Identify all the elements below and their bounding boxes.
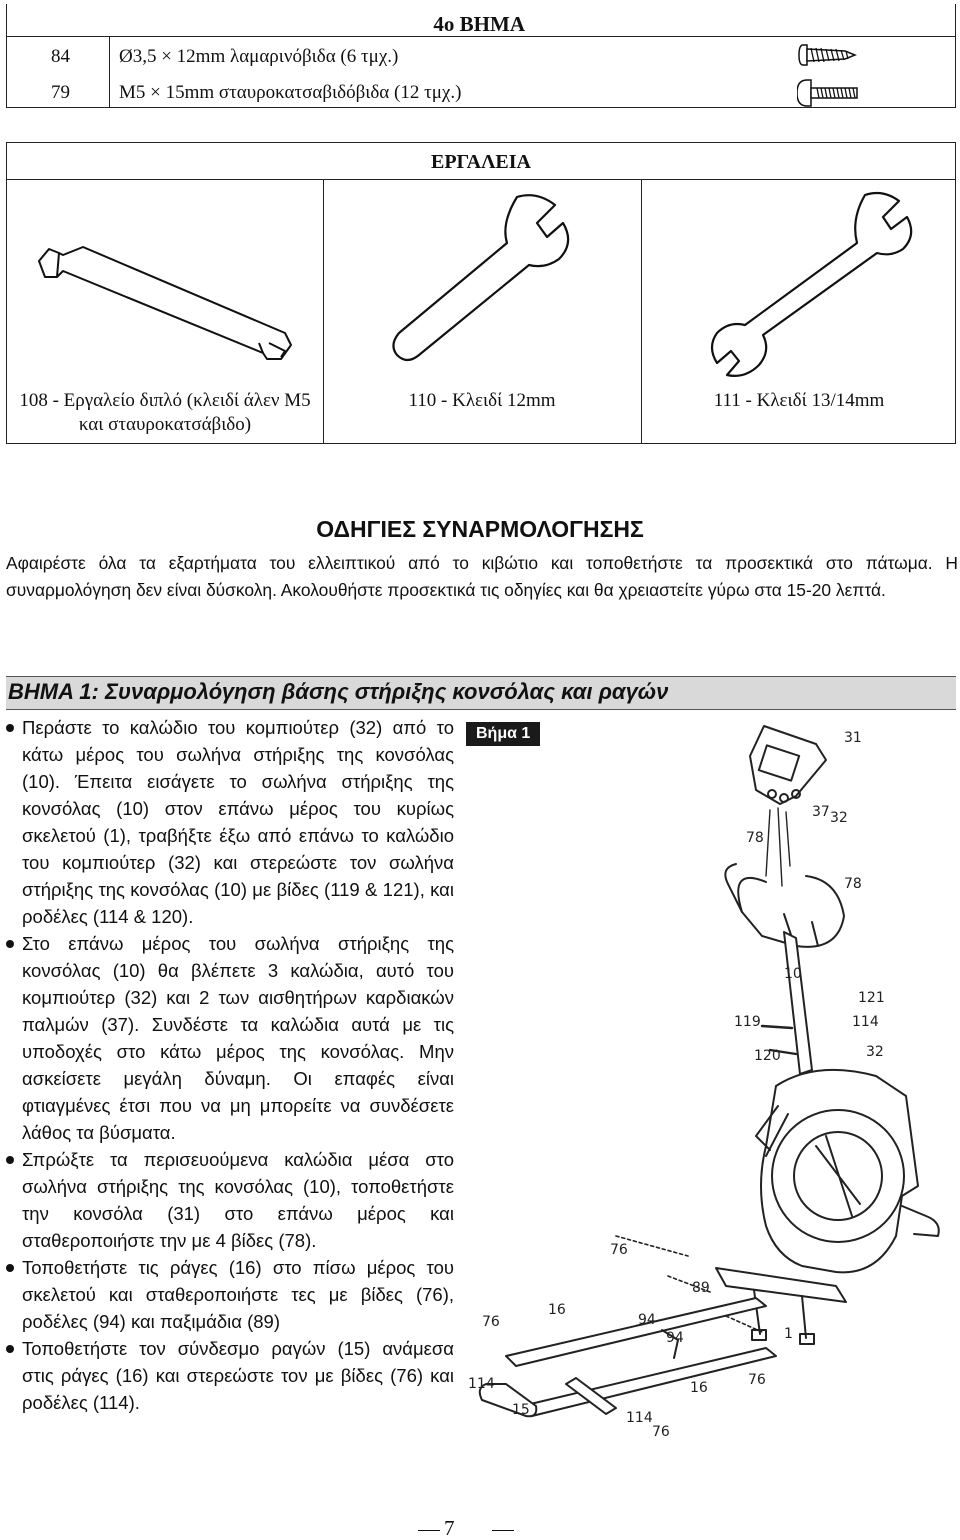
label-78: 78: [844, 876, 862, 892]
parts-table: [6, 4, 956, 108]
double-wrench-icon: [659, 183, 949, 383]
instructions-title: ΟΔΗΓΙΕΣ ΣΥΝΑΡΜΟΛΟΓΗΣΗΣ: [316, 516, 644, 542]
step-badge: Βήμα 1: [466, 722, 540, 746]
label-94: 94: [666, 1330, 684, 1346]
tools-table: [6, 142, 956, 444]
label-37: 37: [812, 804, 830, 820]
label-76: 76: [610, 1242, 628, 1258]
allen-key-screwdriver-icon: [23, 183, 313, 383]
label-121: 121: [858, 990, 885, 1006]
sheet-metal-screw-icon: [797, 42, 857, 73]
label-78: 78: [746, 830, 764, 846]
label-114: 114: [852, 1014, 879, 1030]
bullet-icon: [6, 1345, 14, 1353]
label-15: 15: [512, 1402, 530, 1418]
list-item: [6, 1254, 454, 1335]
part-number: 84: [51, 46, 70, 67]
divider: [7, 36, 955, 37]
list-item: [6, 1146, 454, 1254]
divider: [492, 1530, 514, 1531]
list-item: [6, 714, 454, 930]
label-16: 16: [690, 1380, 708, 1396]
step-title: ΒΗΜΑ 1: Συναρμολόγηση βάσης στήριξης κονσόλας και ραγών: [8, 679, 669, 704]
page-number: 7: [444, 1516, 455, 1540]
bullet-icon: [6, 940, 14, 948]
label-114: 114: [468, 1376, 495, 1392]
assembly-diagram: [466, 716, 956, 1456]
part-row: [7, 74, 955, 110]
step-text: Σπρώξτε τα περισευούμενα καλώδια μέσα στο σωλήνα στήριξης της κονσόλας (10), τοποθετήστε την κονσόλα (31) στο επάνω μέρος και σταθεροποιήστε την με 4 βίδες (78).: [22, 1149, 454, 1251]
step-header: [6, 676, 956, 710]
step-text: Τοποθετήστε τον σύνδεσμο ραγών (15) ανάμεσα στις ράγες (16) και στερεώστε τον με βίδες (76) και ροδέλες (114).: [22, 1338, 454, 1413]
label-94: 94: [638, 1312, 656, 1328]
label-32: 32: [866, 1044, 884, 1060]
label-114: 114: [626, 1410, 653, 1426]
tool-caption: 111 - Κλειδί 13/14mm: [713, 390, 885, 411]
parts-step-title: 4ο ΒΗΜΑ: [433, 12, 525, 36]
list-item: [6, 930, 454, 1146]
label-89: 89: [692, 1280, 710, 1296]
divider: [7, 179, 955, 180]
phillips-bolt-icon: [797, 78, 859, 113]
label-76: 76: [482, 1314, 500, 1330]
step-instructions: [6, 714, 454, 1416]
label-76: 76: [748, 1372, 766, 1388]
label-120: 120: [754, 1048, 781, 1064]
tools-title: ΕΡΓΑΛΕΙΑ: [431, 151, 531, 173]
open-wrench-icon: [341, 183, 631, 383]
bullet-icon: [6, 724, 14, 732]
instructions-text: Αφαιρέστε όλα τα εξαρτήματα του ελλειπτικού από το κιβώτιο και τοποθετήστε τα προσεκτικά στο πάτωμα. Η συναρμολόγηση δεν είναι δύσκολη. Ακολουθήστε προσεκτικά τις οδηγίες και θα χρειαστείτε γύρω στα 15-20 λεπτά.: [6, 553, 958, 600]
label-16: 16: [548, 1302, 566, 1318]
part-number: 79: [51, 82, 70, 103]
label-76: 76: [652, 1424, 670, 1440]
list-item: [6, 1335, 454, 1416]
part-description: M5 × 15mm σταυροκατσαβιδόβιδα (12 τμχ.): [119, 82, 462, 103]
tool-caption: 110 - Κλειδί 12mm: [408, 390, 556, 411]
label-119: 119: [734, 1014, 761, 1030]
bullet-icon: [6, 1264, 14, 1272]
step-text: Περάστε το καλώδιο του κομπιούτερ (32) από το κάτω μέρος του σωλήνα στήριξης της κονσόλας (10). Έπειτα εισάγετε το σωλήνα στήριξης της κονσόλας (10) στον επάνω μέρος του κυρίως σκελετού (1), τραβήξτε έξω από επάνω το καλώδιο του κομπιούτερ (32) και στερεώστε τον σωλήνα στήριξης της κονσόλας (10) με βίδες (119 & 121), και ροδέλες (114 & 120).: [22, 717, 454, 927]
step-text: Τοποθετήστε τις ράγες (16) στο πίσω μέρος του σκελετού και σταθεροποιήστε τες με βίδες (76), ροδέλες (94) και παξιμάδια (89): [22, 1257, 454, 1332]
label-10: 10: [784, 966, 802, 982]
bullet-icon: [6, 1156, 14, 1164]
label-1: 1: [784, 1326, 793, 1342]
label-31: 31: [844, 730, 862, 746]
step-text: Στο επάνω μέρος του σωλήνα στήριξης της κονσόλας (10) θα βλέπετε 3 καλώδια, αυτό του κομπιούτερ (32) και 2 των αισθητήρων καρδιακών παλμών (37). Συνδέστε τα καλώδια αυτά με τις υποδοχές στο κάτω μέρος της κονσόλας. Μην ασκείσετε μεγάλη δύναμη. Οι επαφές είναι φτιαγμένες έτσι που να μη μπορείτε να συνδέσετε λάθος τα βύσματα.: [22, 933, 454, 1143]
tool-caption: 108 - Εργαλείο διπλό (κλειδί άλεν M5 και σταυροκατσάβιδο): [19, 390, 311, 435]
label-32: 32: [830, 810, 848, 826]
divider: [418, 1530, 440, 1531]
part-description: Ø3,5 × 12mm λαμαρινόβιδα (6 τμχ.): [119, 46, 399, 67]
part-row: [7, 38, 955, 74]
